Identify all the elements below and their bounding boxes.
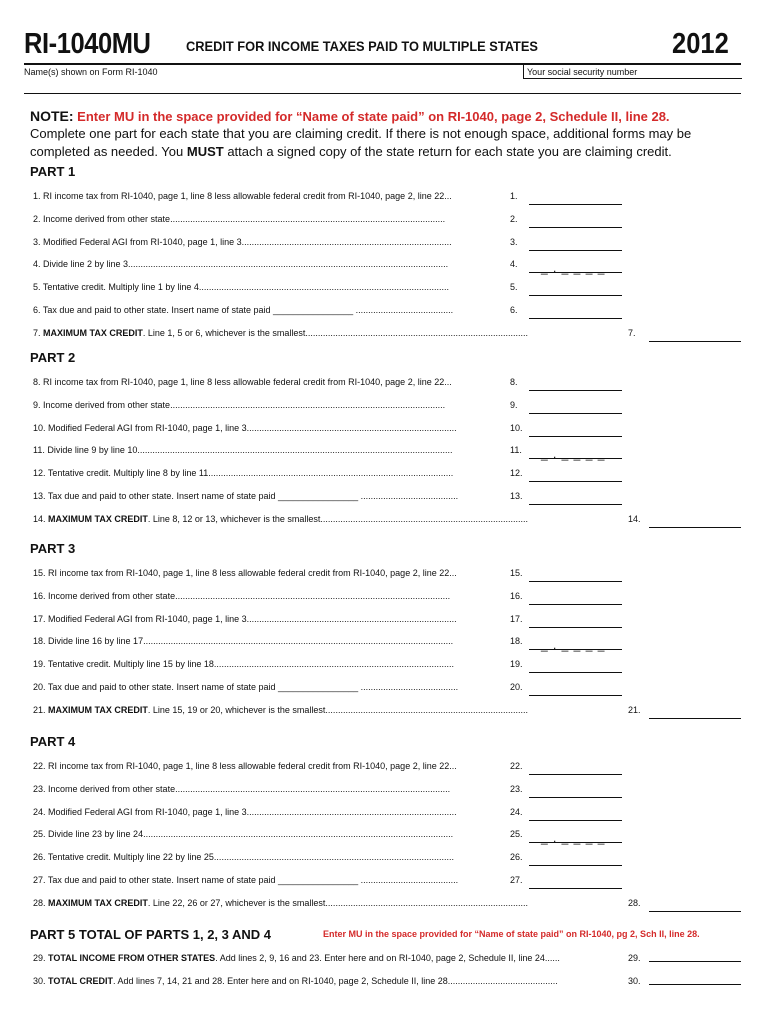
- max-credit-label: MAXIMUM TAX CREDIT: [48, 513, 148, 524]
- line-number: 5.: [510, 282, 518, 293]
- form-line: [0, 258, 770, 274]
- form-line: [0, 828, 770, 844]
- tax-year: 2012: [672, 28, 729, 60]
- line-description: [33, 952, 619, 964]
- line-description: 2. Income derived from other state..............................................................................................................: [33, 213, 446, 224]
- line-number: 4.: [510, 259, 518, 270]
- line-number: 15.: [510, 568, 523, 578]
- instructions-part-b: attach a signed copy of the state return for each state you are claiming credit.: [223, 144, 672, 159]
- form-line: [0, 376, 770, 392]
- part5-line: [0, 952, 770, 968]
- form-line: [0, 851, 770, 867]
- part5-note: Enter MU in the space provided for “Name of state paid” on RI-1040, pg 2, Sch II, line 28.: [323, 929, 700, 939]
- max-credit-text: . Line 22, 26 or 27, whichever is the smallest.................................................................................: [147, 897, 528, 908]
- max-credit-label: MAXIMUM TAX CREDIT: [48, 897, 148, 908]
- line-number: 11.: [510, 445, 522, 456]
- amount-entry-line[interactable]: [529, 481, 622, 482]
- amount-entry-line[interactable]: [529, 504, 622, 505]
- line-number: 22.: [510, 761, 523, 771]
- amount-entry-line[interactable]: [529, 436, 622, 437]
- total-entry-line[interactable]: [649, 718, 741, 719]
- amount-entry-line[interactable]: [529, 888, 622, 889]
- amount-entry-line[interactable]: [529, 204, 622, 205]
- part-heading: PART 3: [30, 541, 76, 556]
- line-description: 20. Tax due and paid to other state. Insert name of state paid ________________ .......................................: [33, 682, 459, 692]
- names-field-rule[interactable]: [24, 93, 741, 94]
- form-line: [0, 236, 770, 252]
- amount-entry-line[interactable]: [529, 390, 622, 391]
- form-line: [0, 467, 770, 483]
- line-number: 13.: [510, 491, 523, 501]
- form-line: [0, 567, 770, 583]
- line-description: 17. Modified Federal AGI from RI-1040, page 1, line 3....................................................................................: [33, 613, 457, 624]
- form-line: [0, 806, 770, 822]
- total-text: . Add lines 7, 14, 21 and 28. Enter here and on RI-1040, page 2, Schedule II, line 28............................................: [113, 976, 558, 986]
- line-number: 30.: [628, 976, 641, 986]
- total-entry-line[interactable]: [649, 911, 741, 912]
- line-number: 21.: [628, 704, 641, 715]
- line-number: 29.: [628, 953, 641, 963]
- line-number: 27.: [510, 875, 523, 885]
- ratio-entry[interactable]: _ . _ _ _ _: [541, 261, 606, 276]
- form-line: [0, 281, 770, 297]
- ssn-label: Your social security number: [527, 67, 638, 77]
- line-number: 14.: [628, 513, 641, 524]
- line-description: [33, 897, 619, 909]
- total-entry-line[interactable]: [649, 527, 741, 528]
- total-entry-line[interactable]: [649, 961, 741, 962]
- amount-entry-line[interactable]: [529, 295, 622, 296]
- line-description: 25. Divide line 23 by line 24............................................................................................................................: [33, 829, 454, 840]
- line-description: 13. Tax due and paid to other state. Insert name of state paid ________________ .......................................: [33, 491, 459, 501]
- max-credit-text: . Line 1, 5 or 6, whichever is the smallest.........................................................................................: [142, 327, 528, 338]
- line-number: 10.: [510, 422, 523, 433]
- amount-entry-line[interactable]: [529, 581, 622, 582]
- form-line: [0, 658, 770, 674]
- line-description: 6. Tax due and paid to other state. Insert name of state paid ________________ .......................................: [33, 305, 454, 315]
- total-entry-line[interactable]: [649, 341, 741, 342]
- line-description: 5. Tentative credit. Multiply line 1 by line 4....................................................................................................: [33, 282, 449, 293]
- line-description: 3. Modified Federal AGI from RI-1040, page 1, line 3....................................................................................: [33, 236, 452, 247]
- instructions: [30, 125, 750, 161]
- names-label: Name(s) shown on Form RI-1040: [24, 67, 158, 77]
- max-credit-label: MAXIMUM TAX CREDIT: [43, 327, 143, 338]
- amount-entry-line[interactable]: [529, 413, 622, 414]
- amount-entry-line[interactable]: [529, 627, 622, 628]
- form-title: CREDIT FOR INCOME TAXES PAID TO MULTIPLE STATES: [186, 39, 538, 54]
- form-line: [0, 190, 770, 206]
- line-description: 15. RI income tax from RI-1040, page 1, line 8 less allowable federal credit from RI-1040, page 2, line 22...: [33, 568, 457, 578]
- line-number: 20.: [510, 682, 523, 692]
- amount-entry-line[interactable]: [529, 318, 622, 319]
- line-number: 23.: [510, 783, 523, 794]
- line-number: 25.: [510, 829, 523, 840]
- line-number: 9.: [510, 399, 518, 410]
- line-description: 11. Divide line 9 by line 10..............................................................................................................................: [33, 445, 453, 456]
- line-number-prefix: 29.: [33, 953, 49, 963]
- line-number-prefix: 30.: [33, 976, 49, 986]
- line-number-prefix: 7.: [33, 327, 44, 338]
- line-number: 7.: [628, 327, 636, 338]
- line-number: 19.: [510, 659, 523, 670]
- form-line: [0, 444, 770, 460]
- note-text: Enter MU in the space provided for “Name of state paid” on RI-1040, page 2, Schedule II, line 28.: [73, 109, 670, 124]
- total-text: . Add lines 2, 9, 16 and 23. Enter here and on RI-1040, page 2, Schedule II, line 24......: [215, 953, 560, 963]
- part5-heading: PART 5 TOTAL OF PARTS 1, 2, 3 AND 4: [30, 927, 272, 942]
- ratio-entry[interactable]: _ . _ _ _ _: [541, 638, 606, 653]
- line-description: [33, 513, 619, 525]
- line-number-prefix: 14.: [33, 513, 49, 524]
- line-description: 8. RI income tax from RI-1040, page 1, line 8 less allowable federal credit from RI-1040, page 2, line 22...: [33, 377, 452, 387]
- part-heading: PART 2: [30, 350, 76, 365]
- line-number: 28.: [628, 897, 641, 908]
- form-line: [0, 635, 770, 651]
- max-credit-text: . Line 8, 12 or 13, whichever is the smallest...................................................................................: [147, 513, 528, 524]
- line-description: 27. Tax due and paid to other state. Insert name of state paid ________________ .......................................: [33, 875, 459, 885]
- line-description: 12. Tentative credit. Multiply line 8 by line 11..................................................................................................: [33, 468, 454, 479]
- line-description: 22. RI income tax from RI-1040, page 1, line 8 less allowable federal credit from RI-1040, page 2, line 22...: [33, 761, 457, 771]
- instructions-part-a: Complete one part for each state that you are claiming credit. If there is not enough space, additional forms may be completed as needed. You: [30, 126, 692, 159]
- ratio-entry[interactable]: _ . _ _ _ _: [541, 447, 606, 462]
- form-line: [0, 590, 770, 606]
- part-heading: PART 4: [30, 734, 76, 749]
- form-line: [0, 874, 770, 890]
- line-description: [33, 704, 619, 716]
- line-number: 8.: [510, 377, 518, 387]
- max-credit-label: MAXIMUM TAX CREDIT: [48, 704, 148, 715]
- line-number-prefix: 21.: [33, 704, 49, 715]
- amount-entry-line[interactable]: [529, 695, 622, 696]
- amount-entry-line[interactable]: [529, 672, 622, 673]
- total-label: TOTAL INCOME FROM OTHER STATES: [48, 953, 216, 963]
- form-line: [0, 760, 770, 776]
- form-line: [0, 681, 770, 697]
- form-line: [0, 613, 770, 629]
- form-line: [0, 783, 770, 799]
- amount-entry-line[interactable]: [529, 250, 622, 251]
- line-description: 23. Income derived from other state..............................................................................................................: [33, 783, 451, 794]
- line-number: 1.: [510, 191, 518, 201]
- amount-entry-line[interactable]: [529, 820, 622, 821]
- note-colon: :: [68, 108, 74, 124]
- amount-entry-line[interactable]: [529, 227, 622, 228]
- line-number: 17.: [510, 613, 523, 624]
- instructions-must: MUST: [186, 144, 224, 159]
- line-number: 16.: [510, 590, 523, 601]
- part-heading: PART 1: [30, 164, 76, 179]
- total-entry-line[interactable]: [649, 984, 741, 985]
- form-code: RI-1040MU: [24, 28, 151, 60]
- line-number: 24.: [510, 806, 523, 817]
- ratio-entry[interactable]: _ . _ _ _ _: [541, 831, 606, 846]
- line-number: 3.: [510, 236, 518, 247]
- line-number: 12.: [510, 468, 523, 479]
- line-number-prefix: 28.: [33, 897, 49, 908]
- line-description: 9. Income derived from other state..............................................................................................................: [33, 399, 446, 410]
- form-line: [0, 422, 770, 438]
- line-description: 4. Divide line 2 by line 3................................................................................................................................: [33, 259, 449, 270]
- amount-entry-line[interactable]: [529, 865, 622, 866]
- line-description: 10. Modified Federal AGI from RI-1040, page 1, line 3....................................................................................: [33, 422, 457, 433]
- form-line: [0, 213, 770, 229]
- form-line: [0, 399, 770, 415]
- max-credit-text: . Line 15, 19 or 20, whichever is the smallest.................................................................................: [147, 704, 528, 715]
- line-description: 18. Divide line 16 by line 17............................................................................................................................: [33, 636, 454, 647]
- line-number: 6.: [510, 305, 518, 315]
- amount-entry-line[interactable]: [529, 774, 622, 775]
- amount-entry-line[interactable]: [529, 604, 622, 605]
- line-number: 18.: [510, 636, 523, 647]
- line-description: 24. Modified Federal AGI from RI-1040, page 1, line 3....................................................................................: [33, 806, 457, 817]
- total-label: TOTAL CREDIT: [48, 976, 114, 986]
- line-description: 19. Tentative credit. Multiply line 15 by line 18................................................................................................: [33, 659, 454, 670]
- amount-entry-line[interactable]: [529, 797, 622, 798]
- form-line: [0, 490, 770, 506]
- line-number: 26.: [510, 852, 523, 863]
- form-line: [0, 304, 770, 320]
- line-description: [33, 975, 619, 987]
- line-description: [33, 327, 619, 339]
- line-number: 2.: [510, 213, 518, 224]
- note: [30, 108, 670, 124]
- line-description: 16. Income derived from other state..............................................................................................................: [33, 590, 451, 601]
- note-label: NOTE: [30, 108, 69, 124]
- line-description: 1. RI income tax from RI-1040, page 1, line 8 less allowable federal credit from RI-1040, page 2, line 22...: [33, 191, 452, 201]
- part5-line: [0, 975, 770, 991]
- line-description: 26. Tentative credit. Multiply line 22 by line 25................................................................................................: [33, 852, 454, 863]
